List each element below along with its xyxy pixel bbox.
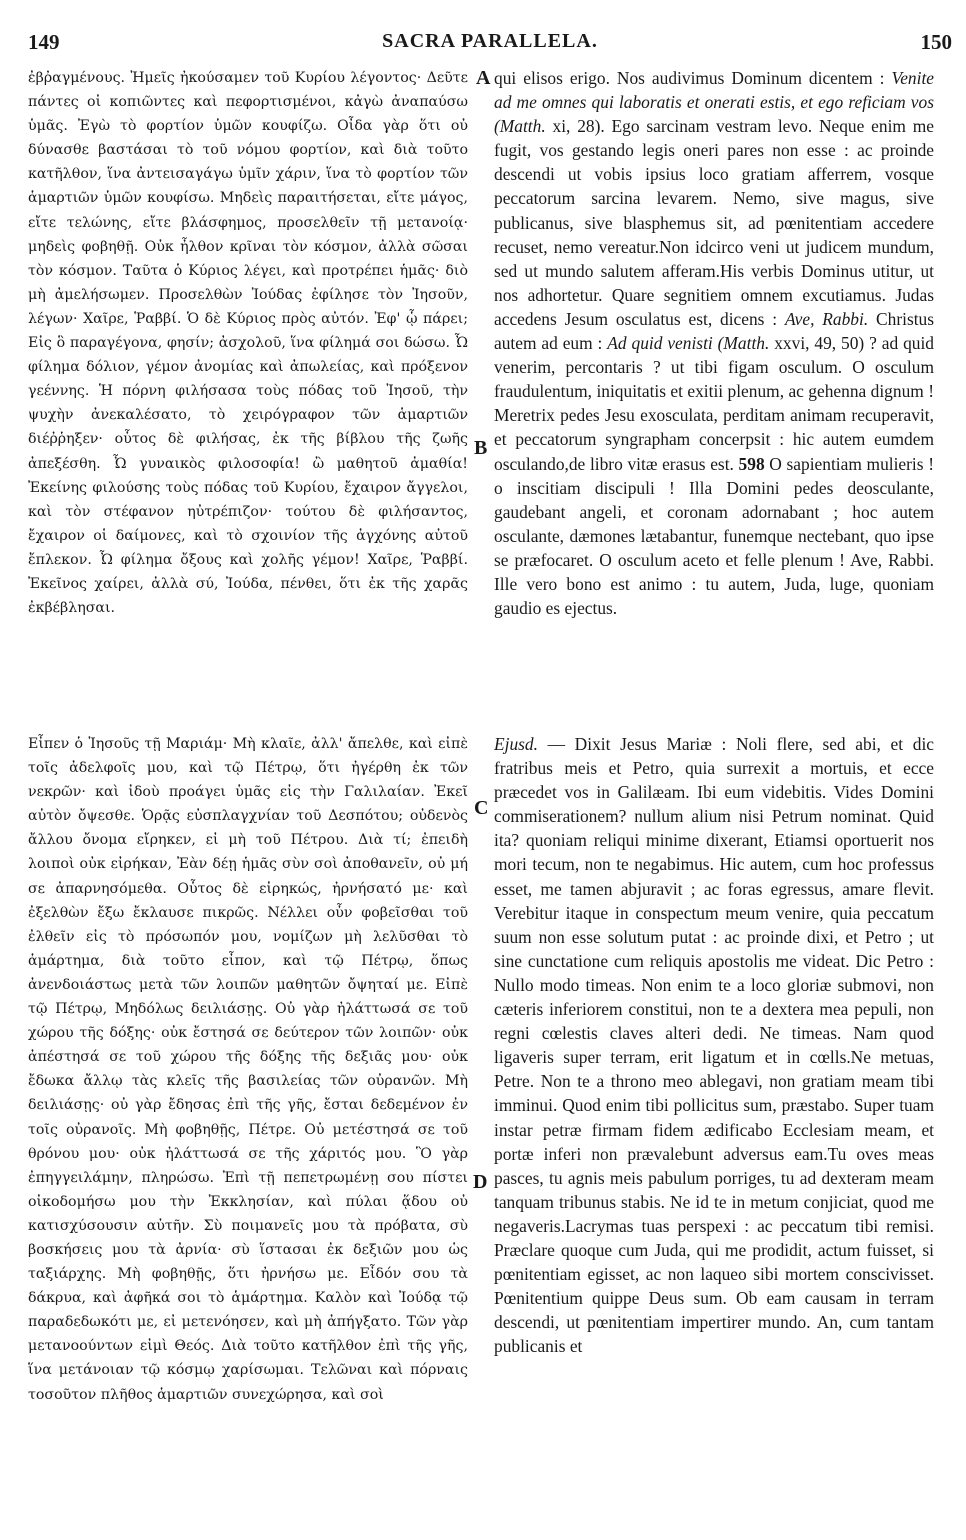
latin-text: — Dixit Jesus Mariæ : Noli flere, sed abi, et dic fratribus meis et Petro, quia surrexit a mortuis, et ecce præcedet vos in Galilæam. Ibi eum videbitis. Vides Domini commiserationem? nullum alium nisi Petrum nominat. Quid ita? quoniam reliqui minime dixerant, Etiamsi oportuerit nos mori tecum, non te negabimus. Hic autem, cum hoc professus esset, me tamen abjuravit ; ac foras egressus, amare flevit. Verebitur itaque in conspectum meum venire, quia peccatum suum non esse solutum putat : ac proinde dixi, et Petro ; ut sine cunctatione cum reliquis apostolis me videat. Dic Petro : Nullo modo timeas. Non enim te a loco gloriæ submovi, non cæteris inferiorem constitui, non te a dextera mea pepuli, non regni cœlestis claves alteri dedi. Ne timeas. Nam quod ligaveris super terram, erit ligatum et in cœlls.Ne metuas, Petre. Non te a throno meo ablegavi, non gratiam meam tibi imminui. Quod enim tibi pollicitus sum, præstabo. Super tuam instar petræ firmam fidem ædificabo Ecclesiam meam, et portæ inferi non prævalebunt adversus eam.Tu oves meas pasces, tu agnis meis pabulum porriges, tu ad dexteram meam tanquam tribunus stabis. Ne id te in metum conjiciat, quod me negaveris.Lacrymas tuas perspexi : ac peccatum tibi remisi. Præclare quoque cum Juda, qui me prodidit, actum fuisset, si pœnitentiam egisset, ac non laqueo sibi mortem conscivisset. Pœnitentium quippe Deus sum. Ob eam causam in terram descendi, ut pœnitentiam impertirer mundo. An, cum tantam publicanis et [494, 734, 934, 1357]
latin-quote: Ave, Rabbi. [784, 308, 869, 329]
latin-paragraph [494, 66, 934, 620]
latin-text: qui elisos erigo. Nos audivimus Dominum dicentem : [494, 68, 892, 88]
page-number-right: 150 [920, 30, 952, 54]
margin-marker-c: C [474, 797, 489, 819]
greek-column-block-1 [28, 66, 468, 696]
page-number-left: 149 [28, 30, 60, 54]
page-header [28, 30, 952, 60]
latin-text: xxvi, 49, 50) ? ad quid venerim, percontaris ? ut tibi figam osculum. O osculum fraudulentum, iniquitatis et exitii plenum, ac gehenna dignum ! Meretrix pedes Jesu exosculata, perditam animam recuperavit, et peccatorum syngrapham concerpsit : hic autem eumdem osculando,de libro vitæ erasus est. [494, 333, 934, 474]
running-title: SACRA PARALLELA. [382, 30, 598, 52]
latin-column-block-1 [494, 66, 934, 738]
section-number: 598 [738, 453, 765, 474]
margin-marker-a: A [476, 67, 491, 89]
greek-column-block-2 [28, 732, 468, 1512]
margin-marker-b: B [474, 437, 488, 459]
margin-marker-d: D [473, 1171, 488, 1193]
latin-paragraph [494, 732, 934, 1358]
latin-text: xi, 28). Ego sarcinam vestram levo. Neque enim me fugit, vos gestando legis oneri pares non esse : ac proinde descendi ut vobis ipsius loco gratiam afferrem, vosque peccatorum sarcina levarem. Nemo, sive magus, sive publicanus, sive blasphemus sit, ad pœnitentiam accedere recuset, nemo vereatur.Non idcirco veni ut judicem mundum, sed ut mundo salutem afferam.His verbis Dominus utitur, ut nos adhortetur. Quare segnitiem omnem excutiamus. Judas accedens Jesum osculatus est, dicens : [494, 116, 934, 329]
source-attribution: Ejusd. [494, 734, 538, 754]
latin-scripture-quote: Venite ad me omnes qui laboratis et onerati estis, et ego reficiam vos (Matth. [494, 68, 934, 137]
greek-paragraph: Εἶπεν ὁ Ἰησοῦς τῇ Μαριάμ· Μὴ κλαῖε, ἀλλ' ἄπελθε, καὶ εἰπὲ τοῖς ἀδελφοῖς μου, καὶ τῷ Πέτρῳ, ὅτι ἠγέρθη ἐκ τῶν νεκρῶν· καὶ ἰδοὺ προάγει ὑμᾶς εἰς τὴν Γαλιλαίαν. Ἐκεῖ αὐτὸν ὄψεσθε. Ὁρᾷς εὐσπλαγχνίαν τοῦ Δεσπότου; οὐδενὸς ἄλλου ὄνομα εἴρηκεν, εἰ μὴ τοῦ Πέτρου. Διὰ τί; ἐπειδὴ λοιποὶ οὐκ εἰρήκαν, Ἐὰν δέῃ ἡμᾶς σὺν σοὶ ἀποθανεῖν, οὐ μή σε ἀπαρνησόμεθα. Οὗτος δὲ εἰρηκώς, ἠρνήσατό με· καὶ ἐξελθὼν ἔξω ἔκλαυσε πικρῶς. Νέλλει οὖν φοβεῖσθαι τοῦ ἐλθεῖν εἰς τὸ πρόσωπόν μου, νομίζων μὴ λελῦσθαι τὸ ἁμάρτημα, διὰ τοῦτο εἶπον, καὶ τῷ Πέτρῳ, ὅπως ἀνενδοιάστως μετὰ τῶν λοιπῶν μαθητῶν ὄψηταί με. Εἰπὲ τῷ Πέτρῳ, Μηδόλως δειλιάσῃς. Οὐ γὰρ ἠλάττωσά σε τοῦ χώρου τῆς δόξης· οὐκ ἔστησά σε δεύτερον τῶν λοιπῶν· οὐκ ἀπέστησά σε τοῦ χώρου τῆς δόξης τῆς δεξιᾶς μου· οὐκ ἔδωκα ἄλλῳ τὰς κλεῖς τῆς βασιλείας τῶν οὐρανῶν. Μὴ δειλιάσῃς· οὐ γὰρ ἔδησας ἐπὶ τῆς γῆς, ἔσται δεδεμένον ἐν τοῖς οὐρανοῖς. Μὴ φοβηθῇς, Πέτρε. Οὐ μετέστησά σε τοῦ θρόνου μου· οὐκ ἠλάττωσά σε τῆς χάριτός μου. Ὃ γὰρ ἐπηγγειλάμην, πληρώσω. Ἐπὶ τῇ πεπετρωμένῃ σου πίστει οἰκοδομήσω μου τὴν Ἐκκλησίαν, καὶ πύλαι ᾅδου οὐ κατισχύσουσιν αὐτῆν. Σὺ ποιμανεῖς μου τὰ πρόβατα, σὺ βοσκήσεις μου τὰ ἀρνία· σὺ ἵστασαι ἐκ δεξιῶν μου ὡς ταξιάρχης. Μὴ φοβηθῇς, ὅτι ἠρνήσω με. Εἶδόν σου τὰ δάκρυα, καὶ ἀφῆκά σοι τὸ ἁμάρτημα. Καλὸν καὶ Ἰούδᾳ τῷ παραδεδωκότι με, εἰ μετενόησεν, καὶ μὴ ἀπήγξατο. Τῶν γὰρ μετανοούντων εἰμὶ Θεός. Διὰ τοῦτο κατῆλθον ἐπὶ τῆς γῆς, ἵνα μετάνοιαν τῷ κόσμῳ χαρίσωμαι. Τελῶναι καὶ πόρναις τοσοῦτον πλῆθος ἁμαρτιῶν συνεχώρησα, καὶ σοὶ [28, 736, 468, 1403]
latin-scripture-quote: Ad quid venisti (Matth. [607, 333, 770, 354]
latin-text: O sapientiam mulieris ! o inscitiam discipuli ! Illa Domini pedes deosculante, gaudebant angeli, et coronam adornabant ; hoc autem osculante, dæmones lætabantur, funemque nectebant, quo ipse se præfocaret. O osculum aceto et felle plenum ! Ave, Rabbi. Ille vero bono est animo : tu autem, Juda, luge, quoniam gaudio es ejectus. [494, 453, 934, 619]
greek-paragraph: ἐβῤαγμένους. Ἠμεῖς ἠκούσαμεν τοῦ Κυρίου λέγοντος· Δεῦτε πάντες οἱ κοπιῶντες καὶ πεφορτισμένοι, κἀγὼ ἀναπαύσω ὑμᾶς. Ἐγὼ τὸ φορτίον ὑμῶν κουφίζω. Οἶδα γὰρ ὅτι οὐ δύνασθε βαστάσαι τὸ τοῦ νόμου φορτίον, καὶ διὰ τοῦτο κατῆλθον, ἵνα ἀντεισαγάγω ὑμῖν χάριν, ἵνα τὸ φορτίον τῶν ἁμαρτιῶν ὑμῶν κουφίσω. Μηδεὶς παραιτήσεται, εἴτε μάγος, εἴτε τελώνης, εἴτε βλάσφημος, προσελθεῖν τῇ μετανοίᾳ· μηδεὶς φοβηθῇ. Οὐκ ἦλθον κρῖναι τὸν κόσμον, ἀλλὰ σῶσαι τὸν κόσμον. Ταῦτα ὁ Κύριος λέγει, καὶ προτρέπει ἡμᾶς· διὸ μὴ ἀμελήσωμεν. Προσελθὼν Ἰούδας ἐφίλησε τὸν Ἰησοῦν, λέγων· Χαῖρε, Ῥαββί. Ὁ δὲ Κύριος πρὸς αὐτόν. Ἐφ' ᾧ πάρει; Εἰς ὃ παραγέγονα, φησίν; ἀσχολοῦ, ἵνα φίλημά σοι δώσω. Ὦ φίλημα δόλιον, γέμον ἀνομίας καὶ ἀπωλείας, καὶ πρόξενον γεέννης. Ἡ πόρνη φιλήσασα τοὺς πόδας τοῦ Ἰησοῦ, τὴν ψυχὴν ἀνεκαλέσατο, τὸ χειρόγραφον τῶν ἁμαρτιῶν διέῤῥηξεν· οὗτος δὲ φιλήσας, ἐκ τῆς βίβλου τῆς ζωῆς ἀπεξέσθη. Ὦ γυναικὸς φιλοσοφία! ὢ μαθητοῦ ἀμαθία! Ἐκείνης φιλούσης τοὺς πόδας τοῦ Κυρίου, ἔχαιρον ἄγγελοι, καὶ τὸν στέφανον ηὐτρέπιζον· τούτου δὲ φιλήσαντος, ἔχαιρον οἱ δαίμονες, καὶ τὸ σχοινίον τῆς ἀγχόνης αὐτοῦ ἔπλεκον. Ὦ φίλημα ὄξους καὶ χολῆς γέμον! Χαῖρε, Ῥαββί. Ἐκεῖνος χαίρει, ἀλλὰ σύ, Ἰούδα, πένθει, ὅτι ἐκ τῆς χαρᾶς ἐκβέβλησαι. [28, 70, 468, 617]
latin-column-block-2 [494, 732, 934, 1512]
latin-text: Christus autem ad eum : [494, 308, 934, 354]
